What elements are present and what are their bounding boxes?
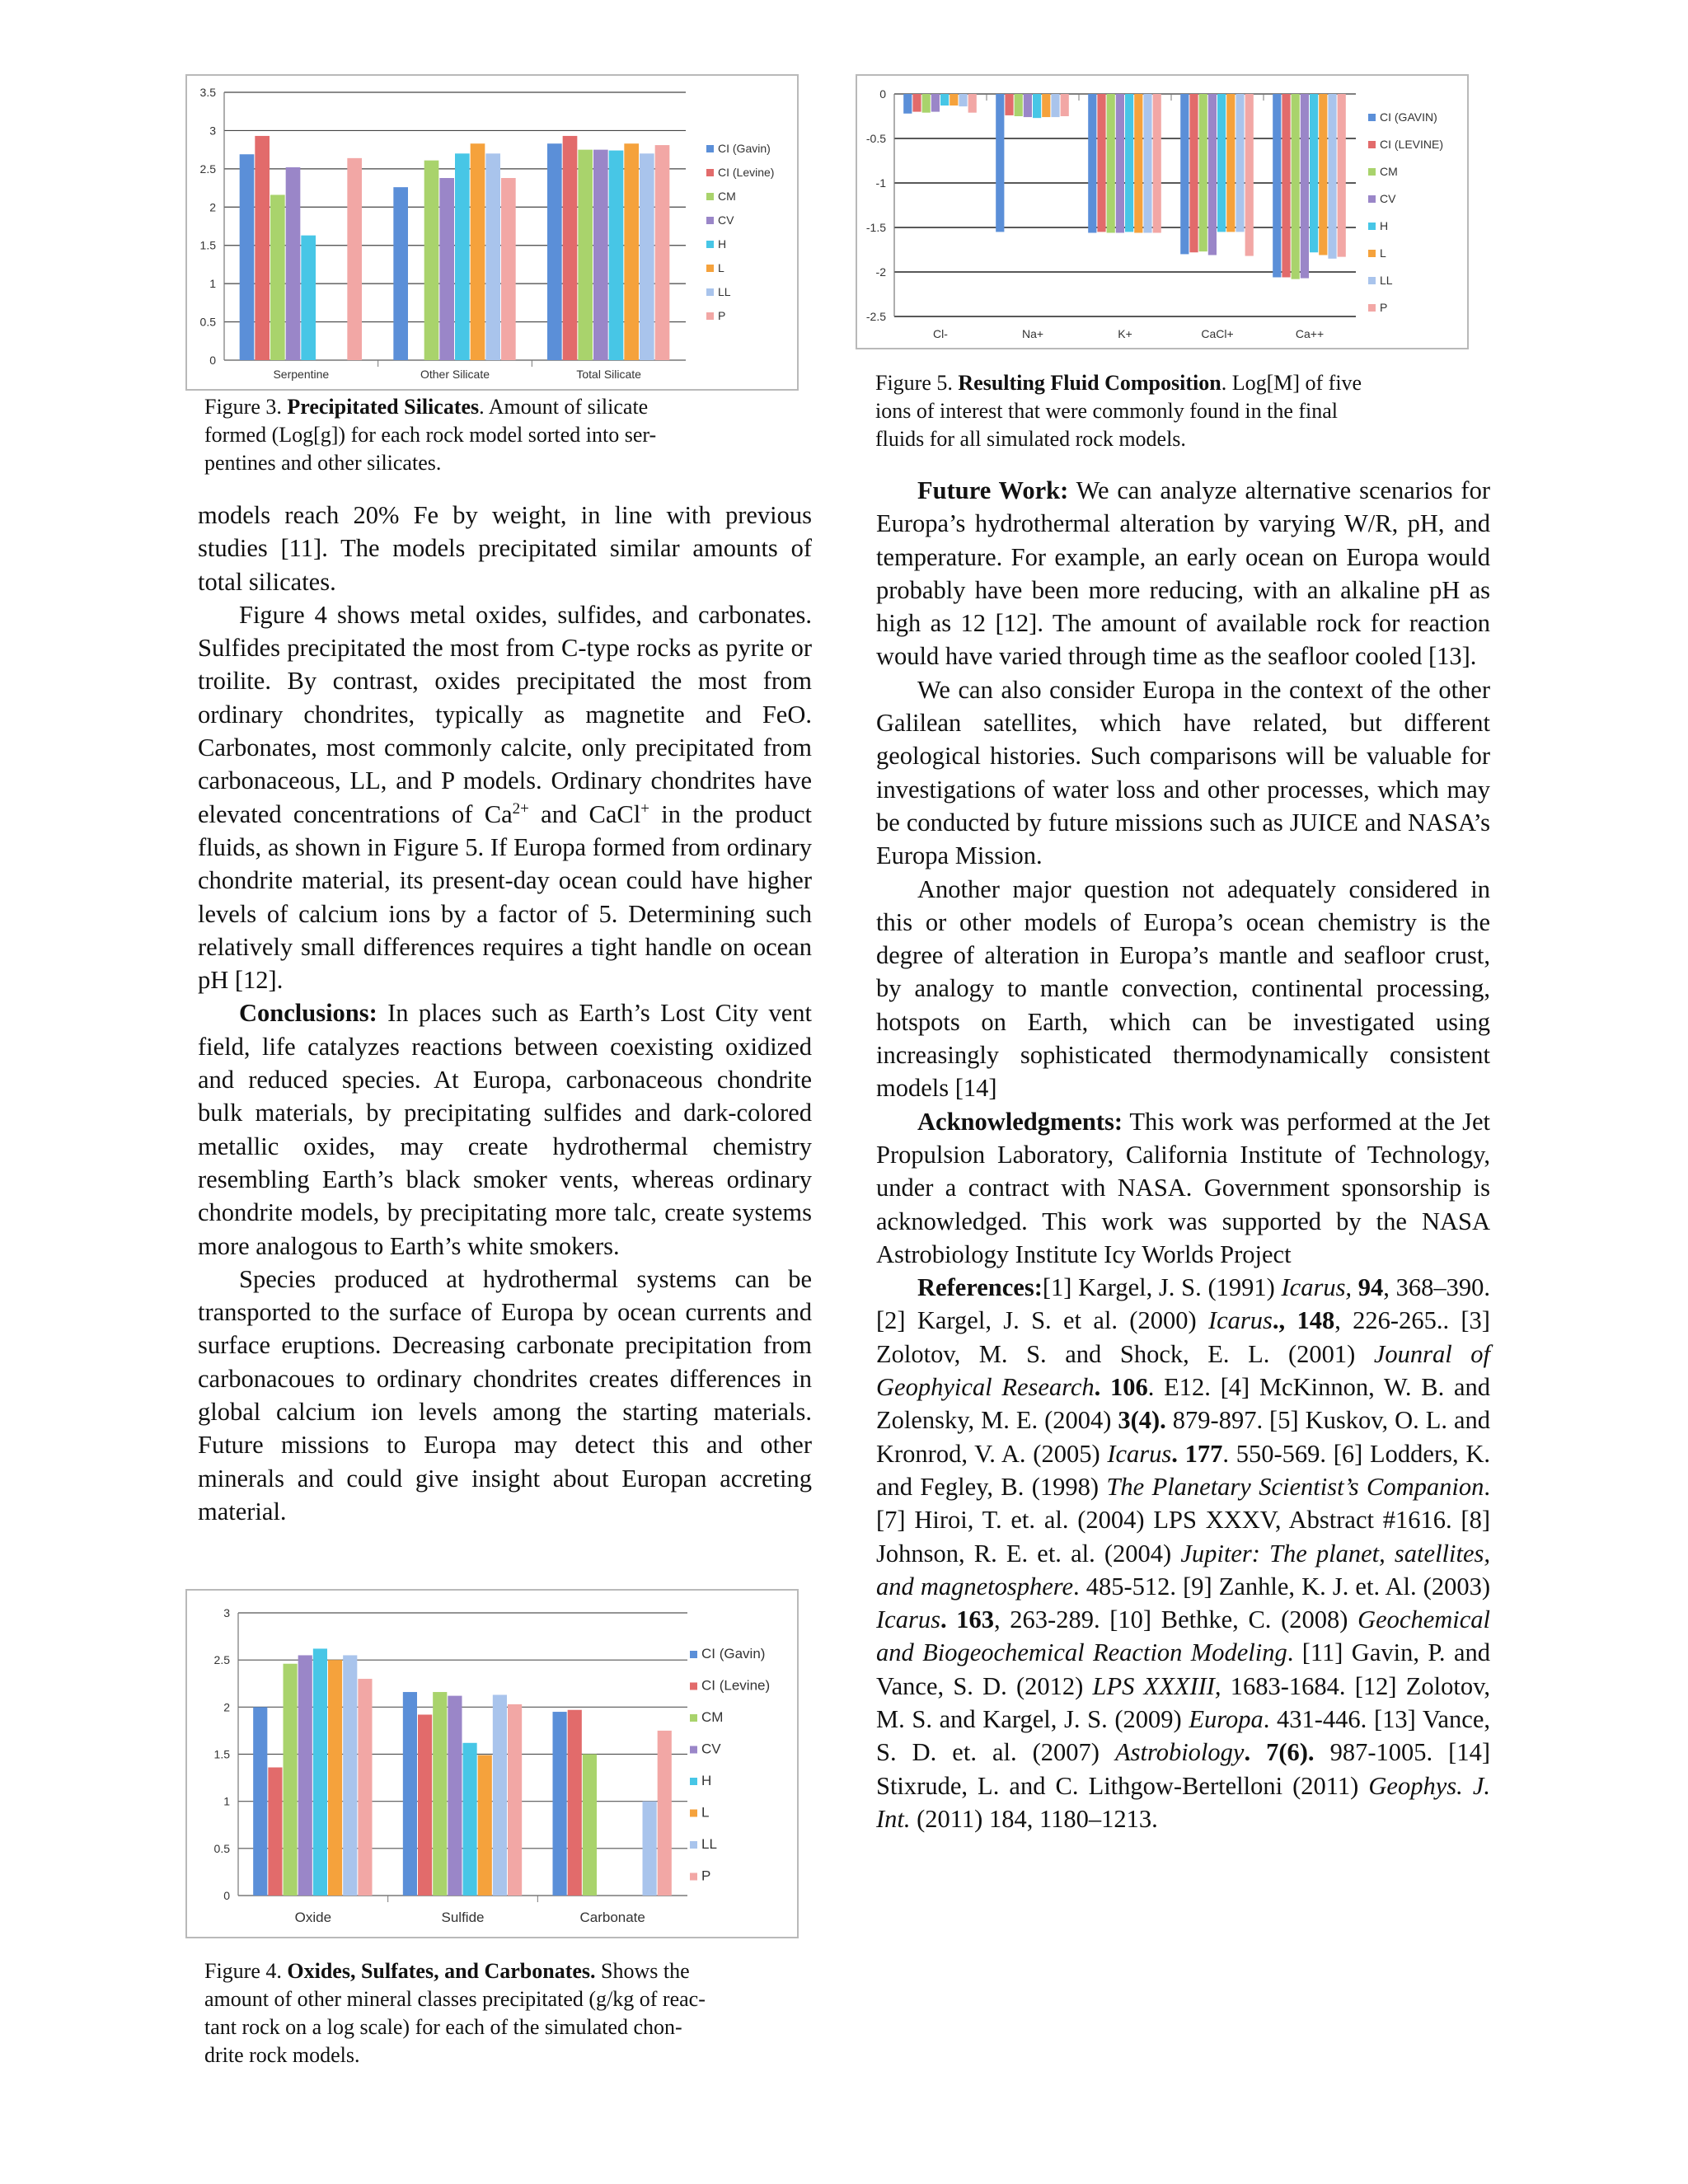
bar (1217, 94, 1226, 232)
bar (568, 1710, 582, 1896)
bar (343, 1655, 357, 1896)
bar (1319, 94, 1327, 255)
paragraph: Species produced at hydrothermal systems can be transported to the surface of Europa by ocean currents and surface eruptions. Decreasing carbonate precipitation from carbonacoues to ordinary chondrites creates differences in global calcium ion levels among the starting materials. Future missions to Europa may detect this and other minerals and could give insight about Europan accreting material. (198, 1264, 812, 1526)
paragraph: Acknowledgments: This work was performed at the Jet Propulsion Laboratory, California Institute of Technology, under a contract with NASA. Government sponsorship is acknowledged. This work was supported by the NASA Astrobiology Institute Icy Worlds Project (876, 1107, 1490, 1268)
bar (418, 1714, 432, 1896)
bar (1153, 94, 1161, 232)
bar (1236, 94, 1244, 232)
legend-swatch (706, 312, 714, 320)
bar (393, 187, 408, 360)
reference-item: [11] Gavin, P. and Vance, S. D. (2012) LPS XXXIII, 1683-1684. (876, 1638, 1490, 1700)
bar (347, 158, 362, 360)
bar (253, 1707, 267, 1896)
x-category-label: Ca++ (1295, 327, 1325, 340)
legend-swatch (706, 241, 714, 248)
reference-item: [3] Zolotov, M. S. and Shock, E. L. (2001) Jounral of Geophyical Research. 106. E12. (876, 1306, 1490, 1402)
bar (313, 1648, 327, 1896)
reference-item: [4] McKinnon, W. B. and Zolensky, M. E. (2004) 3(4). 879-897. (876, 1373, 1490, 1435)
x-category-label: Serpentine (273, 368, 330, 381)
legend-label: H (718, 237, 727, 251)
legend-label: CM (1380, 165, 1398, 178)
bar (583, 1755, 597, 1896)
legend-label: L (1380, 246, 1386, 260)
y-tick-label: 1.5 (199, 238, 216, 252)
reference-item: [14] Stixrude, L. and C. Lithgow-Bertelloni (2011) Geophys. J. Int. (2011) 184, 1180–1213. (876, 1738, 1490, 1833)
legend-label: CI (Gavin) (701, 1646, 766, 1661)
figure-3-svg (187, 76, 797, 389)
bar (358, 1679, 372, 1896)
x-category-label: Cl- (933, 327, 948, 340)
x-category-label: Carbonate (579, 1910, 645, 1925)
bar (658, 1731, 672, 1896)
bar (1097, 94, 1105, 232)
x-category-label: K+ (1118, 327, 1132, 340)
bar (643, 1802, 657, 1896)
bar (1273, 94, 1281, 277)
bar (609, 151, 624, 360)
bar (286, 167, 301, 360)
bar (501, 178, 516, 360)
reference-item: [12] Zolotov, M. S. and Kargel, J. S. (2009) Europa. 431-446. (876, 1671, 1490, 1733)
bar (1245, 94, 1254, 256)
bar (301, 236, 316, 360)
figure-4-chart (185, 1589, 799, 1938)
bar (931, 94, 940, 112)
bar (1134, 94, 1142, 232)
legend-swatch (690, 1810, 697, 1817)
y-tick-label: -2 (875, 265, 886, 279)
bar (1226, 94, 1235, 232)
bar (1033, 94, 1041, 118)
legend-label: L (718, 261, 724, 274)
bar (1015, 94, 1023, 116)
legend-label: LL (701, 1836, 717, 1852)
figure-4-svg (187, 1591, 797, 1937)
x-category-label: Other Silicate (420, 368, 490, 381)
y-tick-label: 2 (223, 1700, 230, 1714)
section-heading: Future Work: (917, 476, 1069, 504)
y-tick-label: 2 (209, 200, 216, 214)
y-tick-label: 0 (879, 87, 886, 101)
legend-label: CM (718, 190, 736, 203)
bar (439, 178, 454, 360)
reference-list (876, 1273, 1490, 1833)
legend-swatch (1368, 114, 1376, 121)
bar (547, 143, 562, 360)
bar (593, 150, 608, 360)
legend-label: CM (701, 1709, 724, 1725)
reference-item: [8] Johnson, R. E. et. al. (2004) Jupiter: The planet, satellites, and magnetosphere. 485-512. (876, 1506, 1490, 1601)
bar (448, 1696, 462, 1896)
bar (940, 94, 949, 105)
legend-swatch (690, 1651, 697, 1658)
bar (493, 1694, 507, 1896)
y-tick-label: 0.5 (199, 315, 216, 329)
y-tick-label: 0 (209, 354, 216, 367)
reference-item: [5] Kuskov, O. L. and Kronrod, V. A. (2005) Icarus. 177. 550-569. (876, 1406, 1490, 1468)
bar (624, 143, 639, 360)
y-tick-label: -1.5 (865, 221, 886, 234)
paragraph: We can also consider Europa in the context of the other Galilean satellites, which have related, but different geological histories. Such comparisons will be valuable for investigations of water loss and other processes, which may be conducted by future missions such as JUICE and NASA’s Europa Mission. (876, 675, 1490, 870)
bar (1061, 94, 1069, 116)
bar (968, 94, 977, 113)
legend-label: LL (1380, 274, 1393, 287)
bar (1005, 94, 1013, 115)
bar (1328, 94, 1336, 259)
bar (553, 1712, 567, 1896)
legend-swatch (1368, 304, 1376, 312)
y-tick-label: -0.5 (865, 132, 886, 145)
section-heading: Acknowledgments: (917, 1107, 1123, 1136)
bar (298, 1655, 312, 1896)
bar (471, 143, 485, 360)
bar (563, 136, 578, 360)
legend-swatch (706, 288, 714, 296)
reference-item: [6] Lodders, K. and Fegley, B. (1998) The Planetary Scientist’s Companion. (876, 1439, 1490, 1501)
bar (1088, 94, 1096, 232)
bar (1301, 94, 1309, 279)
bar (478, 1755, 492, 1896)
bar (1180, 94, 1189, 254)
bar (1125, 94, 1133, 232)
bar (1310, 94, 1318, 252)
legend-swatch (1368, 250, 1376, 257)
bar (508, 1704, 522, 1896)
bar (950, 94, 958, 105)
bar (655, 145, 670, 360)
x-category-label: Oxide (294, 1910, 332, 1925)
bar (284, 1664, 298, 1896)
paragraph: Figure 4 shows metal oxides, sulfides, and carbonates. Sulfides precipitated the most from C-type rocks as pyrite or troilite. By contrast, oxides precipitated the most from ordinary chondrites, typically as magnetite and FeO. Carbonates, most commonly calcite, only precipitated from carbonaceous, LL, and P models. Ordinary chondrites have elevated concentrations of $Ca^{2+}$ and CaCl+ in the product fluids, as shown in Figure 5. If Europa formed from ordinary chondrite material, its present-day ocean could have higher levels of calcium ions by a factor of 5. Determining such relatively small differences requires a tight handle on ocean pH [12]. (198, 600, 812, 995)
reference-item: [13] Vance, S. D. et. al. (2007) Astrobiology. 7(6). 987-1005. (876, 1704, 1490, 1767)
x-category-label: Sulfide (441, 1910, 485, 1925)
legend-label: CI (Levine) (718, 166, 775, 179)
bar (959, 94, 967, 106)
legend-label: P (718, 309, 726, 322)
legend-label: CV (1380, 192, 1396, 205)
figure-3-title: Precipitated Silicates (287, 395, 480, 419)
figure-4-caption: Figure 4. Oxides, Sulfates, and Carbonates. Shows the amount of other mineral classes precipitated (g/kg of reac- tant rock on a log scale) for each of the simulated chon- drite rock models. (204, 1959, 706, 2067)
legend-label: H (1380, 219, 1389, 232)
bar (433, 1692, 447, 1896)
bar (240, 154, 255, 360)
legend-swatch (1368, 277, 1376, 284)
legend-swatch (706, 145, 714, 152)
legend-swatch (690, 1873, 697, 1881)
bar (996, 94, 1004, 232)
legend-swatch (690, 1746, 697, 1754)
bar (455, 153, 470, 360)
legend-label: CI (Gavin) (718, 142, 771, 155)
bar (1051, 94, 1059, 117)
left-column (198, 499, 812, 1528)
legend-swatch (690, 1778, 697, 1785)
bar (270, 194, 285, 360)
bar (1208, 94, 1217, 255)
legend-label: CV (701, 1741, 721, 1757)
legend-label: CV (718, 213, 734, 227)
x-category-label: Total Silicate (576, 368, 641, 381)
y-tick-label: 2.5 (213, 1653, 230, 1667)
legend-swatch (706, 217, 714, 224)
y-tick-label: 1 (223, 1794, 230, 1808)
legend-label: L (701, 1804, 710, 1821)
figure-4-title: Oxides, Sulfates, and Carbonates. (287, 1959, 596, 1983)
legend-swatch (1368, 168, 1376, 176)
section-heading: References: (917, 1273, 1043, 1302)
legend-swatch (1368, 223, 1376, 230)
reference-item: [9] Zanhle, K. J. et. Al. (2003) Icarus. 163, 263-289. (876, 1572, 1490, 1634)
x-category-label: Na+ (1021, 327, 1044, 340)
paragraph: models reach 20% Fe by weight, in line with previous studies [11]. The models precipitated similar amounts of total silicates. (198, 501, 812, 596)
bar (1024, 94, 1032, 117)
bar (1107, 94, 1115, 232)
references (876, 1271, 1490, 1835)
y-tick-label: 3 (209, 124, 216, 138)
legend-swatch (690, 1841, 697, 1849)
paragraph: Conclusions: In places such as Earth’s Lost City vent field, life catalyzes reactions between coexisting oxidized and reduced species. At Europa, carbonaceous chondrite bulk materials, by precipitating sulfides and dark-colored metallic oxides, may create hydrothermal chemistry resembling Earth’s black smoker vents, whereas ordinary chondrite models, by precipitating more talc, create systems more analogous to Earth’s white smokers. (198, 999, 812, 1260)
bar (903, 94, 912, 114)
reference-item: [10] Bethke, C. (2008) Geochemical and Biogeochemical Reaction Modeling. (876, 1605, 1490, 1667)
y-tick-label: 2.5 (199, 162, 216, 176)
y-tick-label: 1 (209, 277, 216, 291)
legend-label: LL (718, 285, 731, 298)
bar (463, 1743, 477, 1896)
paragraph: Future Work: We can analyze alternative scenarios for Europa’s hydrothermal alteration by varying W/R, pH, and temperature. For example, an early ocean on Europa would probably have been more reducing, with an alkaline pH as high as 12 [12]. The amount of available rock for reaction would have varied through time as the seafloor cooled [13]. (876, 476, 1490, 671)
bar (485, 153, 500, 360)
section-heading: Conclusions: (239, 999, 377, 1028)
y-tick-label: 0.5 (213, 1841, 230, 1855)
bar (1189, 94, 1198, 252)
reference-item: [7] Hiroi, T. et. al. (2004) LPS XXXV, Abstract #1616. (876, 1506, 1452, 1535)
legend-label: CI (LEVINE) (1380, 138, 1444, 151)
x-category-label: CaCl+ (1201, 327, 1234, 340)
legend-swatch (706, 169, 714, 176)
legend-label: CI (Levine) (701, 1677, 771, 1694)
bar (912, 94, 921, 112)
legend-swatch (690, 1683, 697, 1690)
bar (578, 150, 593, 360)
legend-swatch (690, 1714, 697, 1722)
reference-item: [2] Kargel, J. S. et al. (2000) Icarus., 148, 226-265.. (876, 1306, 1450, 1335)
bar (268, 1768, 282, 1896)
bar (1042, 94, 1050, 117)
legend-label: P (701, 1868, 711, 1884)
y-tick-label: -1 (875, 176, 886, 190)
legend-swatch (1368, 195, 1376, 203)
y-tick-label: 3 (223, 1606, 230, 1619)
bar (1143, 94, 1151, 232)
figure-5-caption: Figure 5. Resulting Fluid Composition. Log[M] of five ions of interest that were commonly found in the final fluids for all simulated rock models. (875, 371, 1362, 451)
bar (1199, 94, 1207, 251)
bar (328, 1660, 342, 1896)
figure-5-title: Resulting Fluid Composition (958, 371, 1221, 395)
figure-3-caption: Figure 3. Precipitated Silicates. Amount of silicate formed (Log[g]) for each rock model sorted into ser- pentines and other silicates. (204, 395, 657, 475)
bar (424, 161, 439, 360)
legend-swatch (1368, 141, 1376, 148)
y-tick-label: 1.5 (213, 1747, 230, 1761)
paragraph: Another major question not adequately considered in this or other models of Europa’s ocean chemistry is the degree of alteration in Europa’s mantle and seafloor crust, by analogy to mantle convection, continental processing, hotspots on Earth, which can be investigated using increasingly sophisticated thermodynamically consistent models [14] (876, 874, 1490, 1103)
right-column (876, 474, 1490, 1835)
y-tick-label: 3.5 (199, 86, 216, 99)
legend-label: H (701, 1773, 712, 1788)
figure-5-chart (856, 74, 1469, 349)
legend-swatch (706, 265, 714, 272)
bar (255, 136, 270, 360)
bar (922, 94, 931, 113)
legend-label: P (1380, 301, 1388, 314)
bar (1292, 94, 1300, 279)
figure-3-chart (185, 74, 799, 391)
legend-swatch (706, 193, 714, 200)
y-tick-label: 0 (223, 1889, 230, 1902)
figure-5-svg (857, 76, 1467, 348)
bar (403, 1692, 417, 1896)
bar (1116, 94, 1124, 232)
y-tick-label: -2.5 (865, 310, 886, 323)
legend-label: CI (GAVIN) (1380, 110, 1437, 124)
reference-item: [1] Kargel, J. S. (1991) Icarus, 94, 368–390. (1042, 1273, 1491, 1302)
bar (1338, 94, 1346, 257)
bar (640, 153, 654, 360)
bar (1282, 94, 1290, 277)
